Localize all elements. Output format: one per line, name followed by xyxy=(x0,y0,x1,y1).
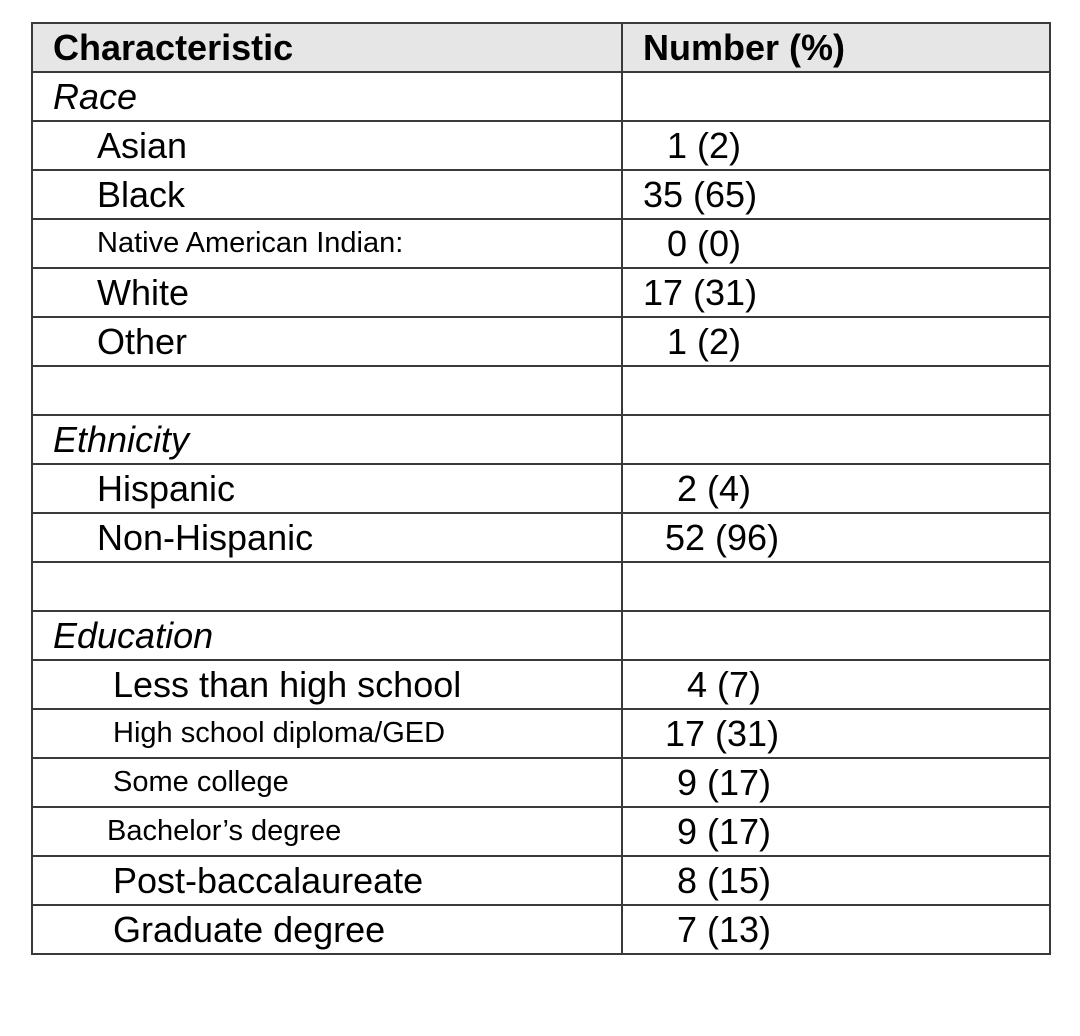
row-label: High school diploma/GED xyxy=(32,709,622,758)
table-row xyxy=(32,905,1050,954)
row-value: 0 (0) xyxy=(622,219,1050,268)
row-label: Non-Hispanic xyxy=(32,513,622,562)
row-label: Native American Indian: xyxy=(32,219,622,268)
header-characteristic: Characteristic xyxy=(32,23,622,72)
row-label: Black xyxy=(32,170,622,219)
category-value-empty xyxy=(622,72,1050,121)
table-row xyxy=(32,219,1050,268)
row-label: Other xyxy=(32,317,622,366)
table-row xyxy=(32,268,1050,317)
category-row-education xyxy=(32,611,1050,660)
table-row xyxy=(32,856,1050,905)
row-label: Graduate degree xyxy=(32,905,622,954)
category-row-ethnicity xyxy=(32,415,1050,464)
header-number: Number (%) xyxy=(622,23,1050,72)
category-row-race xyxy=(32,72,1050,121)
row-value: 52 (96) xyxy=(622,513,1050,562)
category-label: Race xyxy=(32,72,622,121)
demographics-table xyxy=(31,22,1051,955)
table-header-row xyxy=(32,23,1050,72)
category-value-empty xyxy=(622,415,1050,464)
category-label: Education xyxy=(32,611,622,660)
table-row xyxy=(32,121,1050,170)
row-label: Some college xyxy=(32,758,622,807)
row-label: Less than high school xyxy=(32,660,622,709)
table-row xyxy=(32,709,1050,758)
row-label: Asian xyxy=(32,121,622,170)
row-value: 4 (7) xyxy=(622,660,1050,709)
table-row xyxy=(32,170,1050,219)
table-row xyxy=(32,513,1050,562)
table-row xyxy=(32,807,1050,856)
table-row xyxy=(32,660,1050,709)
category-label: Ethnicity xyxy=(32,415,622,464)
spacer-row xyxy=(32,366,1050,415)
category-value-empty xyxy=(622,611,1050,660)
row-value: 17 (31) xyxy=(622,268,1050,317)
row-value: 7 (13) xyxy=(622,905,1050,954)
row-value: 1 (2) xyxy=(622,121,1050,170)
table-row xyxy=(32,464,1050,513)
row-value: 8 (15) xyxy=(622,856,1050,905)
row-label: Hispanic xyxy=(32,464,622,513)
row-value: 35 (65) xyxy=(622,170,1050,219)
row-value: 17 (31) xyxy=(622,709,1050,758)
row-label: Post-baccalaureate xyxy=(32,856,622,905)
spacer-row xyxy=(32,562,1050,611)
row-label: White xyxy=(32,268,622,317)
row-value: 1 (2) xyxy=(622,317,1050,366)
table-row xyxy=(32,317,1050,366)
row-value: 2 (4) xyxy=(622,464,1050,513)
row-value: 9 (17) xyxy=(622,807,1050,856)
row-label: Bachelor’s degree xyxy=(32,807,622,856)
table-row xyxy=(32,758,1050,807)
row-value: 9 (17) xyxy=(622,758,1050,807)
